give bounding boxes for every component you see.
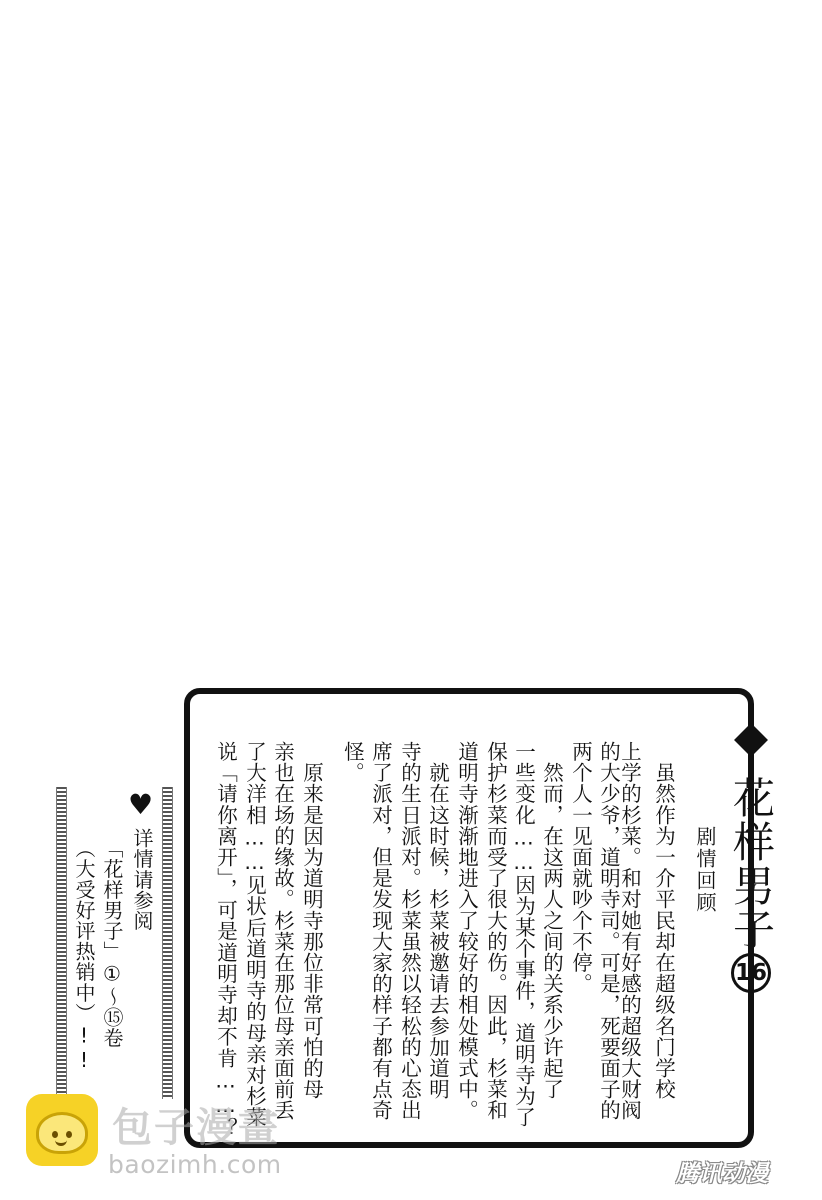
recap-line: 两个人一见面就吵个不停。: [568, 741, 593, 995]
watermark-name: 包子漫畫: [112, 1105, 280, 1151]
recap-line: 的大少爷，道明寺司。可是，死要面子的: [596, 741, 621, 1121]
recap-line: 虽然作为一介平民却在超级名门学校: [651, 741, 676, 1100]
note-line: 「花样男子」①～⑮卷: [100, 838, 124, 1048]
note-line: 详情请参阅: [130, 828, 154, 931]
note-border-left: [56, 787, 67, 1099]
baozi-logo-icon: [26, 1094, 98, 1166]
recap-line: 亲也在场的缘故。杉菜在那位母亲面前丢: [270, 741, 295, 1121]
recap-line: 就在这时候，杉菜被邀请去参加道明: [425, 741, 450, 1100]
note-line: （大受好评热销中）!!: [72, 838, 96, 1073]
recap-line: 说「请你离开」，可是道明寺却不肯……？: [213, 741, 238, 1139]
recap-line: 上学的杉菜。和对她有好感的超级大财阀: [617, 741, 642, 1121]
recap-line: 寺的生日派对。杉菜虽然以轻松的心态出: [397, 741, 422, 1121]
recap-line: 原来是因为道明寺那位非常可怕的母: [299, 741, 324, 1100]
volume-number-badge: 16: [731, 953, 771, 993]
recap-line: 了大洋相……见状后道明寺的母亲对杉菜: [242, 741, 267, 1128]
recap-line: 一些变化……因为某个事件，道明寺为了: [511, 741, 536, 1128]
series-title: 花样男子: [727, 776, 776, 952]
watermark-url: baozimh.com: [108, 1150, 282, 1179]
watermark-right-logo: 腾讯动漫: [676, 1161, 768, 1187]
recap-line: 保护杉菜而受了很大的伤。因此，杉菜和: [483, 741, 508, 1121]
recap-line: 道明寺渐渐地进入了较好的相处模式中。: [454, 741, 479, 1121]
note-border-right: [162, 787, 173, 1099]
recap-line: 然而，在这两人之间的关系少许起了: [539, 741, 564, 1100]
recap-line: 席了派对，但是发现大家的样子都有点奇: [368, 741, 393, 1121]
heart-icon: ♥: [128, 788, 154, 821]
recap-heading: 剧情回顾: [693, 826, 717, 914]
recap-line: 怪。: [340, 741, 365, 784]
